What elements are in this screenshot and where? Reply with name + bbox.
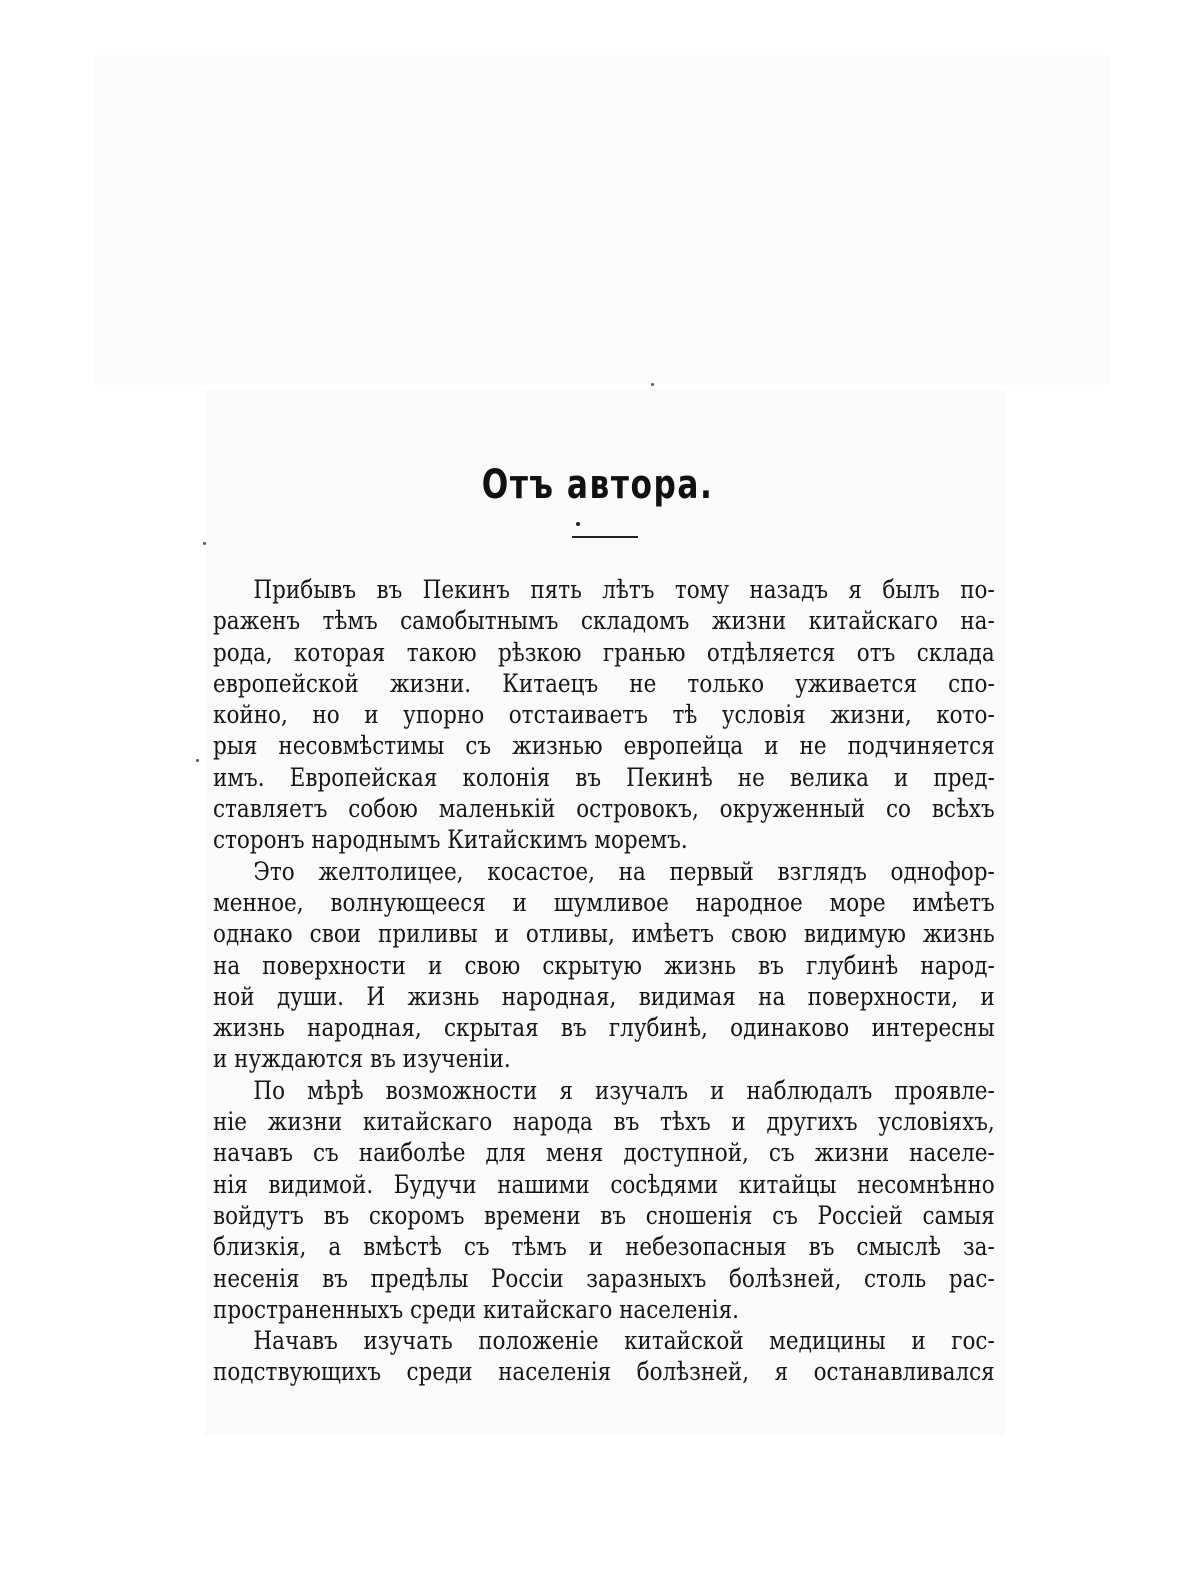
text-line: койно, но и упорно отстаиваетъ тѣ условія жизни, кото- — [213, 700, 995, 730]
text-line: ставляетъ собою маленькій островокъ, окруженный со всѣхъ — [213, 794, 995, 824]
scan-speck — [196, 759, 199, 762]
text-line: на поверхности и свою скрытую жизнь въ глубинѣ народ- — [213, 950, 995, 980]
text-line: имъ. Европейская колонія въ Пекинѣ не велика и пред- — [213, 762, 995, 792]
text-line: ной души. И жизнь народная, видимая на поверхности, и — [213, 981, 995, 1011]
text-line: пространенныхъ среди китайскаго населенія. — [213, 1294, 739, 1324]
text-line: подствующихъ среди населенія болѣзней, я останавливался — [213, 1357, 995, 1387]
text-line: несенія въ предѣлы Россіи заразныхъ болѣзней, столь рас- — [213, 1263, 995, 1293]
text-line: начавъ съ наиболѣе для меня доступной, съ жизни населе- — [213, 1138, 995, 1168]
text-line: Это желтолицее, косастое, на первый взглядъ однофор- — [253, 856, 995, 886]
text-line: жизнь народная, скрытая въ глубинѣ, одинаково интересны — [213, 1013, 995, 1043]
text-line: и нуждаются въ изученіи. — [213, 1044, 511, 1074]
text-line: Начавъ изучать положеніе китайской медицины и гос- — [253, 1326, 995, 1356]
scan-shading — [95, 55, 1110, 385]
body-text — [213, 574, 995, 1388]
text-line: ніе жизни китайскаго народа въ тѣхъ и другихъ условіяхъ, — [213, 1107, 995, 1137]
scan-speck — [203, 542, 206, 545]
title-underline-rule — [572, 536, 638, 538]
text-line: По мѣрѣ возможности я изучалъ и наблюдалъ проявле- — [253, 1075, 995, 1105]
text-line: однако свои приливы и отливы, имѣетъ свою видимую жизнь — [213, 919, 995, 949]
text-line: рода, которая такою рѣзкою гранью отдѣляется отъ склада — [213, 637, 995, 667]
text-line: европейской жизни. Китаецъ не только уживается спо- — [213, 668, 995, 698]
title-ornament-dot — [576, 522, 580, 526]
scan-speck — [651, 383, 654, 386]
text-line: раженъ тѣмъ самобытнымъ складомъ жизни китайскаго на- — [213, 606, 995, 636]
text-line: близкія, а вмѣстѣ съ тѣмъ и небезопасныя въ смыслѣ за- — [213, 1232, 995, 1262]
page-title: Отъ автора. — [481, 462, 714, 508]
text-line: Прибывъ въ Пекинъ пять лѣтъ тому назадъ я былъ по- — [253, 575, 995, 604]
text-line: войдутъ въ скоромъ времени въ сношенія съ Россіей самыя — [213, 1200, 995, 1230]
text-line: нія видимой. Будучи нашими сосѣдями китайцы несомнѣнно — [213, 1169, 995, 1199]
text-line: менное, волнующееся и шумливое народное море имѣетъ — [213, 887, 995, 917]
text-line: рыя несовмѣстимы съ жизнью европейца и не подчиняется — [213, 731, 995, 761]
text-line: сторонъ народнымъ Китайскимъ моремъ. — [213, 825, 688, 855]
